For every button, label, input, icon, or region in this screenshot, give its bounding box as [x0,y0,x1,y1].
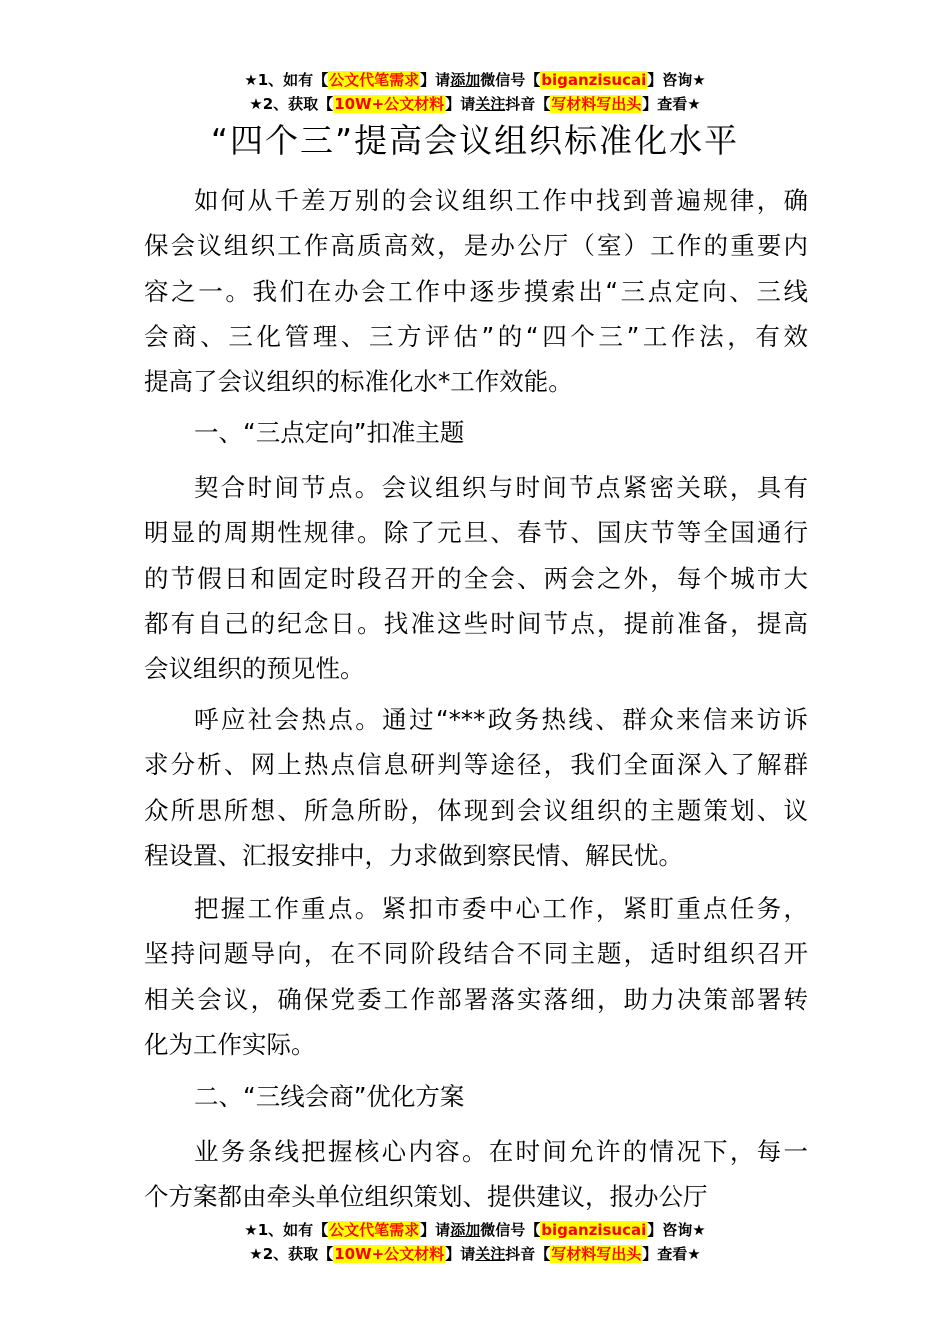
paragraph-line: 程设置、汇报安排中，力求做到察民情、解民忧。 [144,840,683,870]
footer-banner [0,1218,950,1266]
paragraph-line: 个方案都由牵头单位组织策划、提供建议，报办公厅 [144,1182,708,1212]
banner-line-2: ★2、获取【10W+公文材料】请关注抖音【写材料写出头】查看★ [249,95,701,113]
paragraph-intro [144,178,808,404]
paragraph-line: 如何从千差万别的会议组织工作中找到普遍规律，确 [194,186,808,215]
paragraph-line: 化为工作实际。 [144,1029,316,1059]
paragraph-line: 求分析、网上热点信息研判等途径，我们全面深入了解群 [144,750,808,780]
paragraph-line: 会议组织的预见性。 [144,654,365,684]
paragraph-line: 都有自己的纪念日。找准这些时间节点，提前准备，提高 [144,608,808,638]
paragraph-time-nodes [144,465,808,691]
paragraph-business-lines [144,1129,808,1220]
paragraph-line: 容之一。我们在办会工作中逐步摸索出“三点定向、三线 [144,276,808,306]
paragraph-line: 保会议组织工作高质高效，是办公厅（室）工作的重要内 [144,231,808,261]
banner-line-2: ★2、获取【10W+公文材料】请关注抖音【写材料写出头】查看★ [249,1245,701,1263]
header-banner [0,68,950,116]
banner-line-1: ★1、如有【公文代笔需求】请添加微信号【biganzisucai】咨询★ [244,71,706,89]
paragraph-line: 契合时间节点。会议组织与时间节点紧密关联，具有 [194,473,808,502]
paragraph-line: 相关会议，确保党委工作部署落实落细，助力决策部署转 [144,984,808,1014]
paragraph-line: 呼应社会热点。通过“***政务热线、群众来信来访诉 [194,705,808,734]
banner-line-1: ★1、如有【公文代笔需求】请添加微信号【biganzisucai】咨询★ [244,1221,706,1239]
paragraph-line: 明显的周期性规律。除了元旦、春节、国庆节等全国通行 [144,518,808,548]
section-heading-1: 一、“三点定向”扣准主题 [194,418,465,447]
highlight-wechat-id: biganzisucai [541,1221,647,1239]
highlight-materials: 10W+公文材料 [334,95,445,113]
highlight-douyin-account: 写材料写出头 [551,95,642,113]
paragraph-line: 会商、三化管理、三方评估”的“四个三”工作法，有效 [144,321,808,351]
paragraph-line: 众所思所想、所急所盼，体现到会议组织的主题策划、议 [144,795,808,825]
paragraph-line: 的节假日和固定时段召开的全会、两会之外，每个城市大 [144,563,808,593]
highlight-douyin-account: 写材料写出头 [551,1245,642,1263]
paragraph-line: 提高了会议组织的标准化水*工作效能。 [144,367,573,397]
paragraph-line: 业务条线把握核心内容。在时间允许的情况下，每一 [194,1137,808,1166]
paragraph-social-hotspots [144,697,808,878]
paragraph-line: 坚持问题导向，在不同阶段结合不同主题，适时组织召开 [144,939,808,969]
highlight-wechat-id: biganzisucai [541,71,647,89]
paragraph-line: 把握工作重点。紧扣市委中心工作，紧盯重点任务， [194,894,808,923]
section-heading-2: 二、“三线会商”优化方案 [194,1082,465,1111]
highlight-writing-service: 公文代笔需求 [329,1221,420,1239]
highlight-writing-service: 公文代笔需求 [329,71,420,89]
document-title: “四个三”提高会议组织标准化水平 [210,121,740,160]
paragraph-work-focus [144,886,808,1067]
highlight-materials: 10W+公文材料 [334,1245,445,1263]
